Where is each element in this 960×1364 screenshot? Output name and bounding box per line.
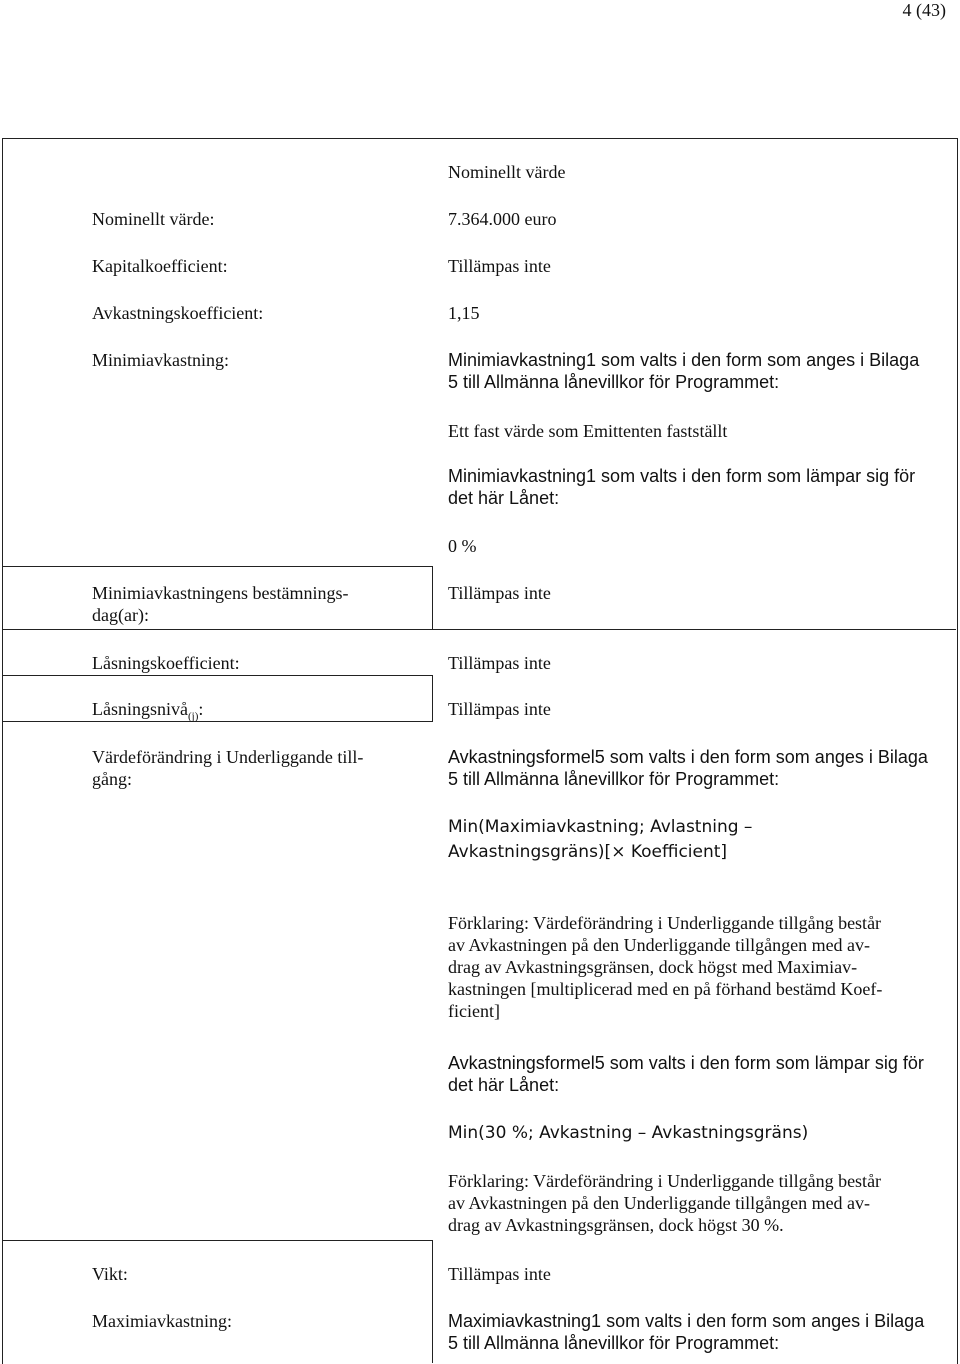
text-line: 5 till Allmänna lånevillkor för Programmet: bbox=[448, 372, 780, 392]
formula-line: Avkastningsgräns)[× Koefficient] bbox=[448, 842, 728, 862]
locking-coefficient-value: Tillämpas inte bbox=[448, 653, 551, 673]
formula-2: Min(30 %; Avkastning – Avkastningsgräns) bbox=[448, 1123, 809, 1143]
minimum-return-percent: 0 % bbox=[448, 536, 477, 556]
formula-1 bbox=[448, 815, 752, 865]
text-line: 5 till Allmänna lånevillkor för Programmet: bbox=[448, 1333, 780, 1353]
capital-coefficient-value: Tillämpas inte bbox=[448, 256, 551, 276]
maximum-return-text bbox=[448, 1310, 948, 1354]
nominal-value-label: Nominellt värde: bbox=[92, 209, 215, 229]
text-line: ficient] bbox=[448, 1001, 500, 1021]
text-line: Förklaring: Värdeförändring i Underliggande tillgång består bbox=[448, 1171, 882, 1191]
text-line: drag av Avkastningsgränsen, dock högst med Maximiav- bbox=[448, 957, 858, 977]
determination-days-value: Tillämpas inte bbox=[448, 583, 551, 603]
page-number: 4 (43) bbox=[902, 0, 946, 20]
column-divider bbox=[432, 566, 433, 629]
return-coefficient-label: Avkastningskoefficient: bbox=[92, 303, 264, 323]
value-change-label bbox=[92, 746, 363, 790]
nominal-value-header: Nominellt värde bbox=[448, 162, 566, 182]
locking-level-label bbox=[92, 698, 203, 728]
text-line: Minimiavkastning1 som valts i den form som lämpar sig för bbox=[448, 466, 916, 486]
locking-level-subscript: (j) bbox=[188, 710, 199, 723]
text-line: 5 till Allmänna lånevillkor för Programmet: bbox=[448, 769, 780, 789]
minimum-return-text bbox=[448, 349, 948, 393]
nominal-value: 7.364.000 euro bbox=[448, 209, 557, 229]
row-divider bbox=[2, 629, 956, 630]
explanation-1 bbox=[448, 912, 948, 1022]
weight-label: Vikt: bbox=[92, 1264, 128, 1284]
text-line: gång: bbox=[92, 769, 132, 789]
locking-coefficient-label: Låsningskoefficient: bbox=[92, 653, 240, 673]
return-coefficient-value: 1,15 bbox=[448, 303, 480, 323]
minimum-return-loan-text bbox=[448, 465, 948, 509]
text-line: Värdeförändring i Underliggande till- bbox=[92, 747, 364, 767]
weight-value: Tillämpas inte bbox=[448, 1264, 551, 1284]
row-divider bbox=[2, 566, 433, 567]
row-divider bbox=[2, 1240, 433, 1241]
text-line: dag(ar): bbox=[92, 605, 149, 625]
text-line: det här Lånet: bbox=[448, 1075, 560, 1095]
text-line: Maximiavkastning1 som valts i den form som anges i Bilaga bbox=[448, 1311, 925, 1331]
locking-level-colon: : bbox=[198, 699, 204, 719]
text-line: kastningen [multiplicerad med en på förhand bestämd Koef- bbox=[448, 979, 883, 999]
text-line: det här Lånet: bbox=[448, 488, 560, 508]
maximum-return-label: Maximiavkastning: bbox=[92, 1311, 232, 1331]
text-line: Avkastningsformel5 som valts i den form som anges i Bilaga bbox=[448, 747, 928, 767]
text-line: drag av Avkastningsgränsen, dock högst 30 %. bbox=[448, 1215, 784, 1235]
row-divider bbox=[2, 675, 433, 676]
formula-line: Min(Maximiavkastning; Avlastning – bbox=[448, 817, 753, 837]
minimum-return-fixed: Ett fast värde som Emittenten fastställt bbox=[448, 421, 728, 441]
text-line: Avkastningsformel5 som valts i den form som lämpar sig för bbox=[448, 1053, 924, 1073]
row-divider bbox=[2, 721, 433, 722]
locking-level-text: Låsningsnivå bbox=[92, 699, 188, 719]
column-divider bbox=[432, 675, 433, 721]
text-line: Minimiavkastning1 som valts i den form som anges i Bilaga bbox=[448, 350, 920, 370]
text-line: Minimiavkastningens bestämnings- bbox=[92, 583, 349, 603]
locking-level-value: Tillämpas inte bbox=[448, 699, 551, 719]
text-line: av Avkastningen på den Underliggande tillgången med av- bbox=[448, 1193, 871, 1213]
explanation-2 bbox=[448, 1170, 948, 1236]
determination-days-label bbox=[92, 582, 348, 626]
return-formula-loan-text bbox=[448, 1052, 948, 1096]
return-formula-text bbox=[448, 746, 948, 790]
text-line: Förklaring: Värdeförändring i Underliggande tillgång består bbox=[448, 913, 882, 933]
column-divider bbox=[432, 1240, 433, 1363]
text-line: av Avkastningen på den Underliggande tillgången med av- bbox=[448, 935, 871, 955]
capital-coefficient-label: Kapitalkoefficient: bbox=[92, 256, 228, 276]
minimum-return-label: Minimiavkastning: bbox=[92, 350, 229, 370]
